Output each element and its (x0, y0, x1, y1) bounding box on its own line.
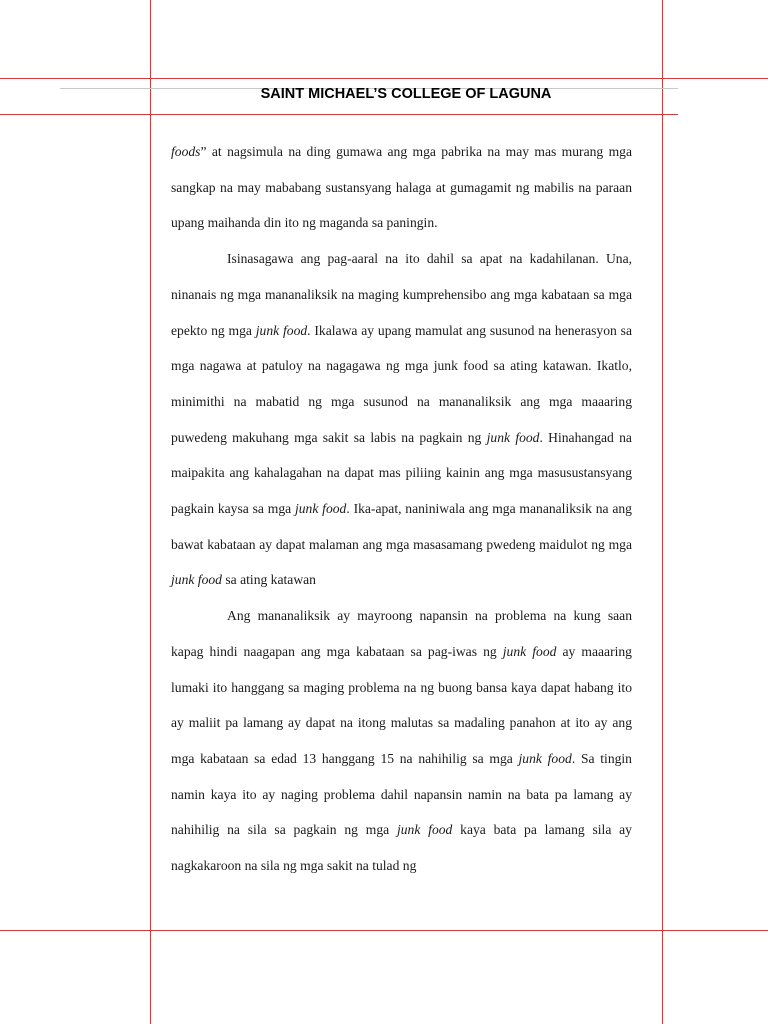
italic-term: foods (171, 144, 201, 159)
left-margin-line (150, 0, 151, 1024)
paragraph (171, 134, 632, 241)
paragraph (171, 241, 632, 598)
text-run: Ang mananaliksik ay mayroong napansin na problema na kung saan kapag hindi naagapan ang mga kabataan sa pag-iwas ng (171, 608, 632, 659)
college-name: SAINT MICHAEL’S COLLEGE OF LAGUNA (260, 86, 552, 102)
right-margin-line (662, 0, 663, 1024)
italic-term: junk food (396, 822, 453, 838)
footer-line (0, 930, 768, 931)
text-run: . Hinahangad na maipakita ang kahalagahan na dapat mas piliing kainin ang mga masusustansyang pagkain kaysa sa mga (171, 429, 632, 517)
header-bottom-line (0, 114, 678, 115)
italic-term: junk food (486, 429, 540, 445)
text-run: . Ika-apat, naniniwala ang mga mananaliksik na ang bawat kabataan ay dapat malaman ang mga masasamang pwedeng maidulot ng mga (171, 501, 632, 552)
text-run: kaya bata pa lamang sila ay nagkakaroon na sila ng mga sakit na tulad ng (171, 822, 632, 874)
text-run: . Ikalawa ay upang mamulat ang susunod na henerasyon sa mga nagawa at patuloy na nagagawa ng mga junk food sa ating katawan. Ikatlo, minimithi na mabatid ng mga susunod na mananaliksik ang mga maaaring puwedeng makuhang mga sakit sa labis na pagkain ng (171, 322, 632, 445)
text-run: ” at nagsimula na ding gumawa ang mga pabrika na may mas murang mga sangkap na may mababang sustansyang halaga at gumagamit ng mabilis na paraan upang maihanda din ito ng maganda sa paningin. (171, 144, 632, 231)
italic-term: junk food (518, 750, 572, 766)
header-top-line (0, 78, 768, 79)
italic-term: junk food (255, 322, 308, 338)
italic-term: junk food (502, 643, 557, 659)
paragraph (171, 598, 632, 884)
text-run: ay maaaring lumaki ito hanggang sa maging problema na ng buong bansa kaya dapat habang ito ay maliit pa lamang ay dapat na itong malutas sa madaling panahon at ito ay ang mga kabataan sa edad 13 hanggang 15 na nahihilig sa mga (171, 643, 632, 766)
page-header (150, 86, 662, 102)
text-run: . Sa tingin namin kaya ito ay naging problema dahil napansin namin na bata pa lamang ay nahihilig na sila sa pagkain ng mga (171, 750, 632, 838)
document-body (171, 134, 632, 884)
italic-term: junk food (171, 572, 222, 588)
italic-term: junk food (294, 501, 347, 517)
text-run: Isinasagawa ang pag-aaral na ito dahil sa apat na kadahilanan. Una, ninanais ng mga mananaliksik na maging kumprehensibo ang mga kabataan sa mga epekto ng mga (171, 251, 632, 338)
text-run: sa ating katawan (221, 572, 316, 588)
